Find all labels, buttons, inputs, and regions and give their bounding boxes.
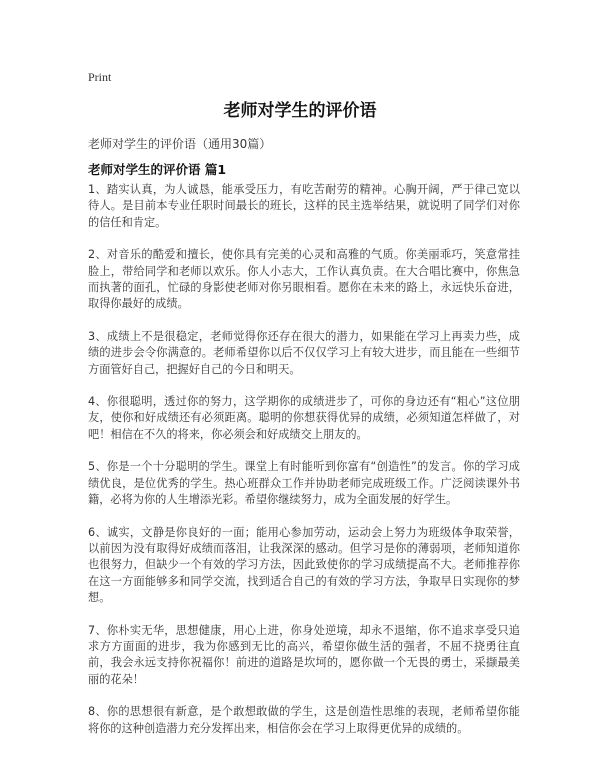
document-body xyxy=(88,182,520,753)
document-subtitle: 老师对学生的评价语（通用30篇） xyxy=(88,137,272,151)
paragraph-8: 8、你的思想很有新意，是个敢想敢做的学生，这是创造性思维的表现，老师希望你能将你的这种创造潜力充分发挥出来，相信你会在学习上取得更优异的成绩的。 xyxy=(88,705,520,735)
section-heading: 老师对学生的评价语 篇1 xyxy=(88,162,227,177)
print-link[interactable]: Print xyxy=(88,70,112,84)
paragraph-2: 2、对音乐的酷爱和擅长，使你具有完美的心灵和高雅的气质。你美丽乖巧，笑意常挂脸上，带给同学和老师以欢乐。你人小志大，工作认真负责。在大合唱比赛中，你焦急而执著的面孔，忙碌的身影使老师对你另眼相看。愿你在未来的路上，永远快乐奋进，取得你最好的成绩。 xyxy=(88,248,520,311)
paragraph-6: 6、诚实，文静是你良好的一面；能用心参加劳动，运动会上努力为班级体争取荣誉，以前因为没有取得好成绩而落泪，让我深深的感动。但学习是你的薄弱项，老师知道你也很努力，但缺少一个有效的学习方法，因此致使你的学习成绩提高不大。老师推荐你在这一方面能够多和同学交流，找到适合自己的有效的学习方法，争取早日实现你的梦想。 xyxy=(88,525,520,605)
paragraph-3: 3、成绩上不是很稳定，老师觉得你还存在很大的潜力，如果能在学习上再卖力些，成绩的进步会令你满意的。老师希望你以后不仅仅学习上有较大进步，而且能在一些细节方面管好自己，把握好自己的今日和明天。 xyxy=(88,329,520,376)
paragraph-1: 1、踏实认真，为人诚恳，能承受压力，有吃苦耐劳的精神。心胸开阔，严于律己宽以待人。是目前本专业任职时间最长的班长，这样的民主选举结果，就说明了同学们对你的信任和肯定。 xyxy=(88,183,520,229)
paragraph-4: 4、你很聪明，透过你的努力，这学期你的成绩进步了，可你的身边还有“粗心”这位朋友，使你和好成绩还有必须距离。聪明的你想获得优异的成绩，必须知道怎样做了，对吧！相信在不久的将来，你必须会和好成绩交上朋友的。 xyxy=(88,395,520,441)
paragraph-7: 7、你朴实无华，思想健康，用心上进，你身处逆境，却永不退缩，你不追求享受只追求方方面面的进步，我为你感到无比的高兴，希望你做生活的强者，不屈不挠勇往直前，我会永远支持你祝福你！前进的道路是坎坷的，愿你做一个无畏的勇士，采撷最美丽的花朵！ xyxy=(88,623,520,686)
paragraph-5: 5、你是一个十分聪明的学生。课堂上有时能听到你富有“创造性”的发言。你的学习成绩优良，是位优秀的学生。热心班群众工作并协助老师完成班级工作。广泛阅读课外书籍，必将为你的人生增添光彩。希望你继续努力，成为全面发展的好学生。 xyxy=(88,460,520,507)
page-title: 老师对学生的评价语 xyxy=(223,101,377,121)
